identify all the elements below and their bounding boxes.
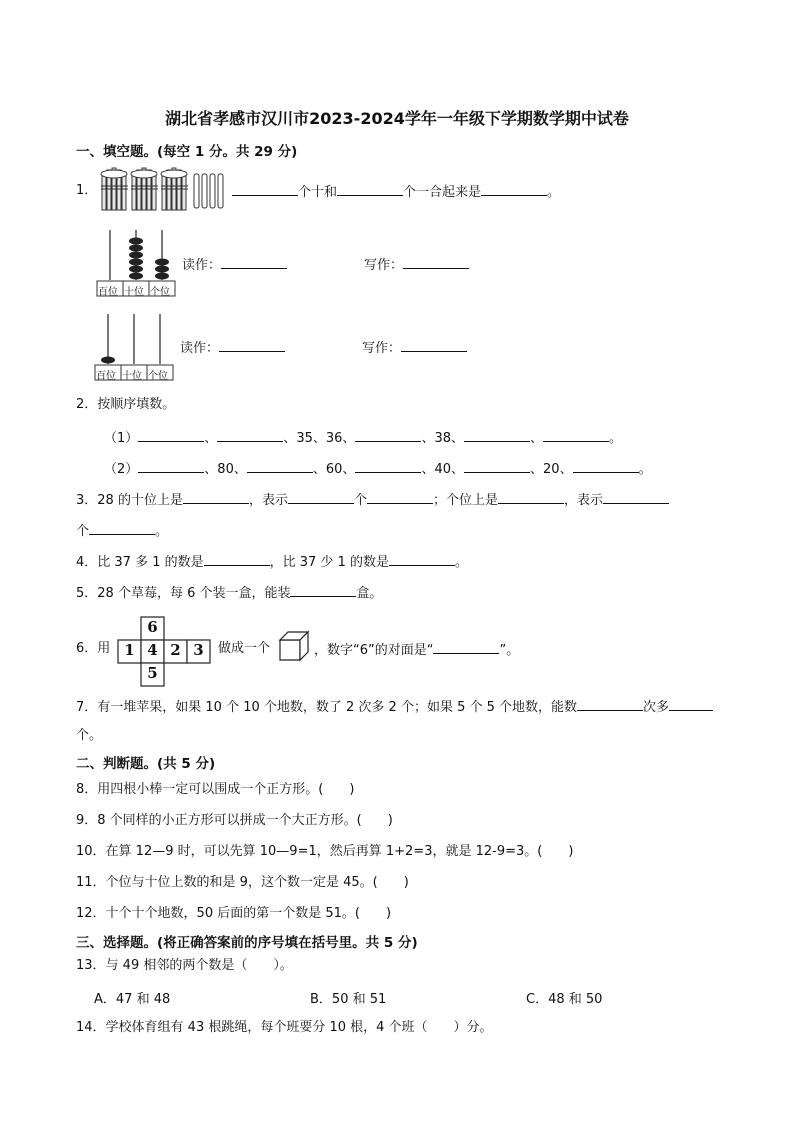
question-13-option-b[interactable]: B．50 和 51 <box>310 992 387 1007</box>
question-3-line-2: 个 。 <box>76 521 168 541</box>
answer-blank[interactable] <box>183 490 249 504</box>
question-6-mid: 做成一个 <box>218 641 271 656</box>
bundled-sticks-icon <box>100 166 230 212</box>
answer-blank[interactable] <box>573 459 639 473</box>
question-12: 12．十个十个地数，50 后面的第一个数是 51。( ) <box>76 906 392 921</box>
answer-blank[interactable] <box>355 459 421 473</box>
question-7-line-1: 7．有一堆苹果，如果 10 个 10 个地数，数了 2 次多 2 个；如果 5 个 5 个地数，能数 次多 <box>76 697 713 717</box>
question-3-line-1: 3．28 的十位上是 ，表示 个 ；个位上是 ，表示 <box>76 490 669 510</box>
answer-blank[interactable] <box>464 459 530 473</box>
answer-blank[interactable] <box>219 338 285 352</box>
net-face-6: 6 <box>147 618 158 636</box>
answer-blank[interactable] <box>138 428 204 442</box>
abacus-2-ones-label: 个位 <box>148 371 168 382</box>
question-5: 5．28 个草莓，每 6 个装一盒，能装 盒。 <box>76 583 383 603</box>
answer-blank[interactable] <box>577 697 643 711</box>
question-14-stem: 14．学校体育组有 43 根跳绳，每个班要分 10 根，4 个班（ ）分。 <box>76 1020 493 1035</box>
net-face-2: 2 <box>170 641 181 659</box>
answer-blank[interactable] <box>481 182 547 196</box>
question-1-number: 1． <box>76 183 98 198</box>
answer-blank[interactable] <box>401 338 467 352</box>
question-11: 11．个位与十位上数的和是 9，这个数一定是 45。( ) <box>76 875 409 890</box>
abacus-1-write: 写作： <box>364 255 469 275</box>
question-2-row-1: （1） 、 、35、36、 、38、 、 。 <box>104 428 622 448</box>
abacus-1-ones-label: 个位 <box>150 287 170 298</box>
answer-blank[interactable] <box>217 428 283 442</box>
answer-blank[interactable] <box>89 521 155 535</box>
answer-blank[interactable] <box>232 182 298 196</box>
question-2-stem: 2．按顺序填数。 <box>76 397 176 412</box>
question-10: 10．在算 12—9 时，可以先算 10—9=1，然后再算 1+2=3，就是 12-9=3。( ) <box>76 844 574 859</box>
page-title: 湖北省孝感市汉川市2023-2024学年一年级下学期数学期中试卷 <box>165 109 629 128</box>
question-6-suffix: ，数字“6”的对面是“ ”。 <box>314 640 519 660</box>
question-4: 4．比 37 多 1 的数是 ，比 37 少 1 的数是 。 <box>76 552 468 572</box>
net-face-4: 4 <box>147 641 158 659</box>
question-2-row-2: （2） 、80、 、60、 、40、 、20、 。 <box>104 459 652 479</box>
cube-icon <box>278 630 312 662</box>
question-13-option-a[interactable]: A．47 和 48 <box>94 992 171 1007</box>
question-1-text: 个十和 个一合起来是 。 <box>232 182 560 202</box>
question-9: 9．8 个同样的小正方形可以拼成一个大正方形。( ) <box>76 813 393 828</box>
answer-blank[interactable] <box>247 459 313 473</box>
answer-blank[interactable] <box>290 583 356 597</box>
net-face-1: 1 <box>124 641 135 659</box>
section-heading-true-false: 二、判断题。(共 5 分) <box>76 756 216 772</box>
abacus-1-tens-label: 十位 <box>124 287 144 298</box>
abacus-1-read: 读作： <box>182 255 287 275</box>
answer-blank[interactable] <box>543 428 609 442</box>
section-heading-multiple-choice: 三、选择题。(将正确答案前的序号填在括号里。共 5 分) <box>76 935 418 951</box>
answer-blank[interactable] <box>403 255 469 269</box>
abacus-1-hundreds-label: 百位 <box>98 287 118 298</box>
abacus-2-read: 读作： <box>180 338 285 358</box>
abacus-2-write: 写作： <box>362 338 467 358</box>
abacus-2-tens-label: 十位 <box>122 371 142 382</box>
section-heading-fill-blank: 一、填空题。(每空 1 分。共 29 分) <box>76 144 298 160</box>
answer-blank[interactable] <box>221 255 287 269</box>
answer-blank[interactable] <box>288 490 354 504</box>
answer-blank[interactable] <box>367 490 433 504</box>
answer-blank[interactable] <box>498 490 564 504</box>
question-7-line-2: 个。 <box>76 728 103 743</box>
answer-blank[interactable] <box>138 459 204 473</box>
net-face-3: 3 <box>193 641 204 659</box>
question-13-stem: 13．与 49 相邻的两个数是（ ）。 <box>76 958 293 973</box>
net-face-5: 5 <box>147 664 158 682</box>
answer-blank[interactable] <box>464 428 530 442</box>
answer-blank[interactable] <box>669 697 713 711</box>
answer-blank[interactable] <box>337 182 403 196</box>
question-6-prefix: 6．用 <box>76 641 111 656</box>
answer-blank[interactable] <box>355 428 421 442</box>
answer-blank[interactable] <box>433 640 499 654</box>
answer-blank[interactable] <box>204 552 270 566</box>
answer-blank[interactable] <box>389 552 455 566</box>
answer-blank[interactable] <box>603 490 669 504</box>
question-13-option-c[interactable]: C．48 和 50 <box>526 992 603 1007</box>
question-8: 8．用四根小棒一定可以围成一个正方形。( ) <box>76 782 355 797</box>
abacus-2-hundreds-label: 百位 <box>96 371 116 382</box>
